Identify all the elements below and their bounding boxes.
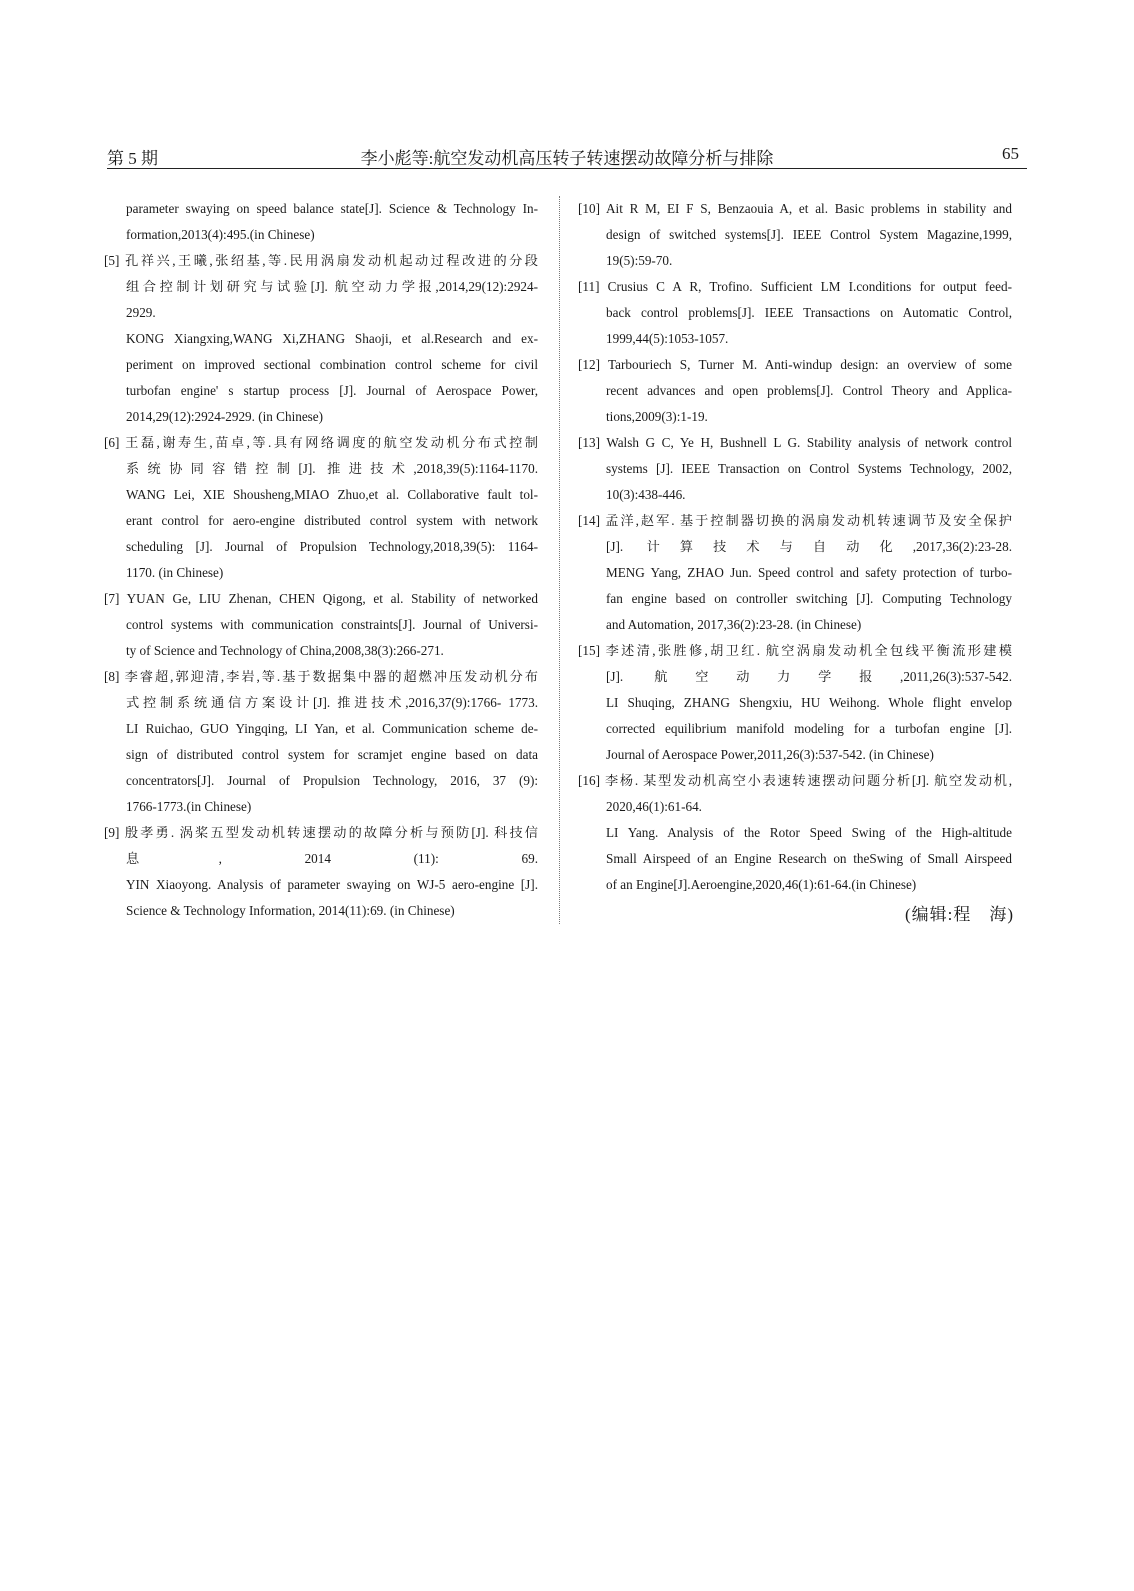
reference-line: [12] Tarbouriech S, Turner M. Anti-windup design: an overview of some — [578, 357, 1012, 372]
reference-line: sign of distributed control system for scramjet engine based on data — [126, 747, 538, 762]
reference-line: 1999,44(5):1053-1057. — [606, 331, 729, 346]
reference-line: LI Ruichao, GUO Yingqing, LI Yan, et al. Communication scheme de- — [126, 721, 538, 736]
reference-line: formation,2013(4):495.(in Chinese) — [126, 227, 315, 242]
reference-line: ty of Science and Technology of China,2008,38(3):266-271. — [126, 643, 444, 658]
reference-line: [16] 李杨. 某型发动机高空小表速转速摆动问题分析[J]. 航空发动机, — [578, 773, 1012, 788]
reference-line: 息, 2014 (11): 69. — [126, 851, 538, 866]
reference-line: [14] 孟洋,赵军. 基于控制器切换的涡扇发动机转速调节及安全保护 — [578, 513, 1012, 528]
reference-entry — [104, 432, 538, 588]
column-divider — [559, 196, 560, 924]
running-title: 李小彪等:航空发动机高压转子转速摆动故障分析与排除 — [360, 149, 774, 168]
reference-line: KONG Xiangxing,WANG Xi,ZHANG Shaoji, et al.Research and ex- — [126, 331, 538, 346]
reference-line: 2014,29(12):2924-2929. (in Chinese) — [126, 409, 324, 424]
reference-line: WANG Lei, XIE Shousheng,MIAO Zhuo,et al. Collaborative fault tol- — [126, 487, 538, 502]
reference-line: [J]. 计算技术与自动化,2017,36(2):23-28. — [606, 539, 1012, 554]
reference-entry — [578, 640, 1012, 770]
reference-line: tions,2009(3):1-19. — [606, 409, 708, 424]
reference-line: LI Yang. Analysis of the Rotor Speed Swing of the High-altitude — [606, 825, 1012, 840]
reference-line: LI Shuqing, ZHANG Shengxiu, HU Weihong. Whole flight envelop — [606, 695, 1012, 710]
reference-line: periment on improved sectional combination control scheme for civil — [126, 357, 538, 372]
reference-line: [13] Walsh G C, Ye H, Bushnell L G. Stability analysis of network control — [578, 435, 1012, 450]
reference-line: 2929. — [126, 305, 156, 320]
reference-line: systems [J]. IEEE Transaction on Control Systems Technology, 2002, — [606, 461, 1012, 476]
reference-line: 系统协同容错控制[J]. 推进技术,2018,39(5):1164-1170. — [126, 461, 538, 476]
reference-line: design of switched systems[J]. IEEE Control System Magazine,1999, — [606, 227, 1012, 242]
page-number: 65 — [1002, 144, 1019, 163]
reference-line: and Automation, 2017,36(2):23-28. (in Chinese) — [606, 617, 862, 632]
reference-line: erant control for aero-engine distributed control system with network — [126, 513, 538, 528]
reference-entry — [578, 770, 1012, 900]
reference-line: turbofan engine' s startup process [J]. Journal of Aerospace Power, — [126, 383, 538, 398]
reference-line: fan engine based on controller switching [J]. Computing Technology — [606, 591, 1012, 606]
reference-line: 组合控制计划研究与试验[J]. 航空动力学报,2014,29(12):2924- — [126, 279, 538, 294]
reference-line: MENG Yang, ZHAO Jun. Speed control and safety protection of turbo- — [606, 565, 1012, 580]
reference-entry — [578, 432, 1012, 510]
reference-line: [5] 孔祥兴,王曦,张绍基,等.民用涡扇发动机起动过程改进的分段 — [104, 253, 538, 268]
reference-line: 10(3):438-446. — [606, 487, 686, 502]
reference-entry — [104, 198, 538, 250]
reference-line: [6] 王磊,谢寿生,苗卓,等.具有网络调度的航空发动机分布式控制 — [104, 435, 538, 450]
references-left-column — [104, 198, 538, 926]
reference-entry — [104, 822, 538, 926]
reference-line: 19(5):59-70. — [606, 253, 673, 268]
references-right-column — [578, 198, 1012, 900]
reference-line: back control problems[J]. IEEE Transactions on Automatic Control, — [606, 305, 1012, 320]
reference-entry — [104, 250, 538, 432]
reference-entry — [578, 510, 1012, 640]
reference-line: [7] YUAN Ge, LIU Zhenan, CHEN Qigong, et al. Stability of networked — [104, 591, 538, 606]
reference-entry — [578, 354, 1012, 432]
reference-entry — [104, 588, 538, 666]
reference-line: 1766-1773.(in Chinese) — [126, 799, 252, 814]
reference-line: 1170. (in Chinese) — [126, 565, 224, 580]
reference-entry — [104, 666, 538, 822]
reference-line: 2020,46(1):61-64. — [606, 799, 702, 814]
reference-line: parameter swaying on speed balance state[J]. Science & Technology In- — [126, 201, 538, 216]
reference-line: YIN Xiaoyong. Analysis of parameter swaying on WJ-5 aero-engine [J]. — [126, 877, 538, 892]
reference-line: corrected equilibrium manifold modeling for a turbofan engine [J]. — [606, 721, 1012, 736]
reference-line: concentrators[J]. Journal of Propulsion Technology, 2016, 37 (9): — [126, 773, 538, 788]
reference-entry — [578, 276, 1012, 354]
running-header — [107, 140, 1027, 169]
reference-line: [9] 殷孝勇. 涡桨五型发动机转速摆动的故障分析与预防[J]. 科技信 — [104, 825, 538, 840]
reference-line: of an Engine[J].Aeroengine,2020,46(1):61-64.(in Chinese) — [606, 877, 917, 892]
reference-line: [8] 李睿超,郭迎清,李岩,等.基于数据集中器的超燃冲压发动机分布 — [104, 669, 538, 684]
reference-line: [J]. 航空动力学报,2011,26(3):537-542. — [606, 669, 1012, 684]
reference-entry — [578, 198, 1012, 276]
reference-line: [10] Ait R M, EI F S, Benzaouia A, et al. Basic problems in stability and — [578, 201, 1012, 216]
reference-line: 式控制系统通信方案设计[J]. 推进技术,2016,37(9):1766- 1773. — [126, 695, 538, 710]
reference-line: [15] 李述清,张胜修,胡卫红. 航空涡扇发动机全包线平衡流形建模 — [578, 643, 1012, 658]
reference-line: Journal of Aerospace Power,2011,26(3):537-542. (in Chinese) — [606, 747, 934, 762]
reference-line: scheduling [J]. Journal of Propulsion Technology,2018,39(5): 1164- — [126, 539, 538, 554]
reference-line: Science & Technology Information, 2014(11):69. (in Chinese) — [126, 903, 455, 918]
issue-number: 第 5 期 — [107, 149, 158, 168]
reference-line: [11] Crusius C A R, Trofino. Sufficient LM I.conditions for output feed- — [578, 279, 1012, 294]
reference-line: control systems with communication constraints[J]. Journal of Universi- — [126, 617, 538, 632]
reference-line: recent advances and open problems[J]. Control Theory and Applica- — [606, 383, 1012, 398]
reference-line: Small Airspeed of an Engine Research on theSwing of Small Airspeed — [606, 851, 1012, 866]
editor-note: (编辑:程 海) — [904, 905, 1014, 924]
